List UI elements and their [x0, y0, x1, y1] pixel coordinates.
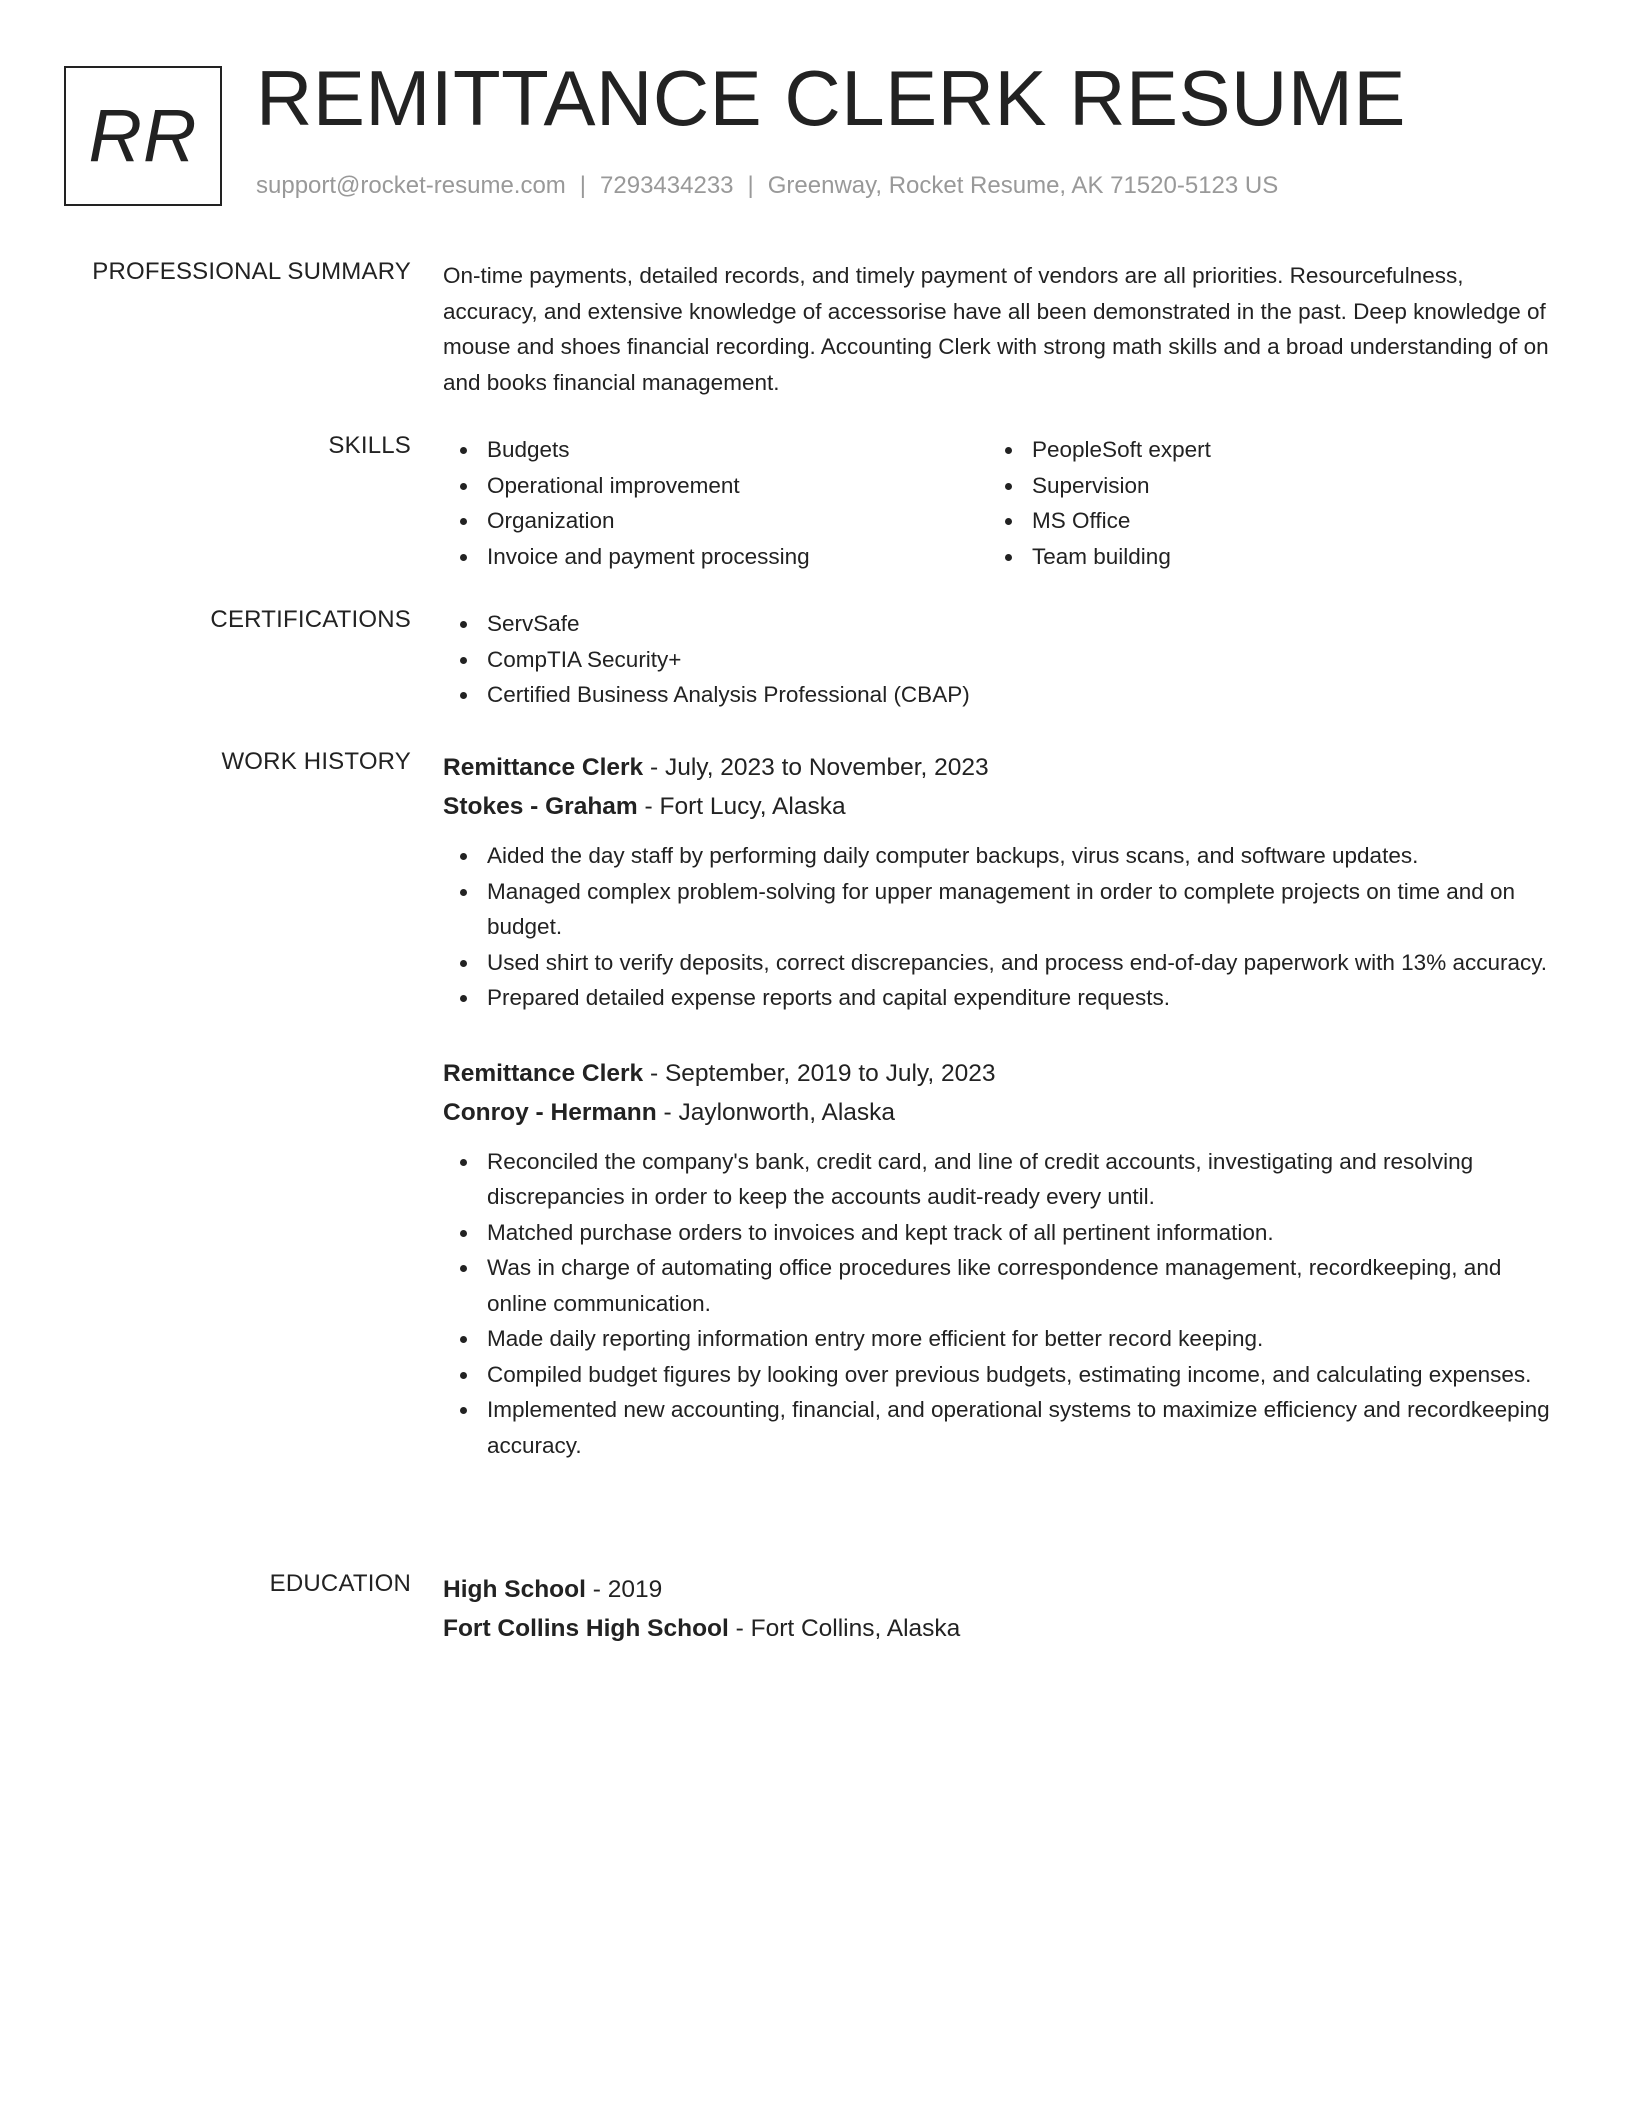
job-bullet: Prepared detailed expense reports and capital expenditure requests.: [443, 980, 1553, 1016]
job-bullets: [443, 1144, 1553, 1464]
contact-separator: |: [579, 172, 587, 199]
skill-item: Team building: [988, 539, 1533, 575]
job-dates: - September, 2019 to July, 2023: [643, 1059, 996, 1087]
job-bullet: Reconciled the company's bank, credit card, and line of credit accounts, investigating and resolving discrepancies in order to keep the accounts audit-ready every until.: [443, 1144, 1553, 1215]
job-location: - Jaylonworth, Alaska: [656, 1098, 896, 1126]
certifications-body: [443, 606, 1553, 713]
job-title-line: [443, 1054, 1553, 1093]
skill-item: MS Office: [988, 503, 1533, 539]
education-degree: High School: [443, 1576, 586, 1603]
job-bullet: Made daily reporting information entry more efficient for better record keeping.: [443, 1321, 1553, 1357]
education-location: - Fort Collins, Alaska: [728, 1615, 961, 1642]
summary-heading: PROFESSIONAL SUMMARY: [92, 258, 411, 285]
education-degree-line: [443, 1570, 1553, 1609]
skills-list-right: [988, 432, 1533, 574]
job-title-line: [443, 748, 1553, 787]
certification-item: Certified Business Analysis Professional (CBAP): [443, 677, 1553, 713]
contact-phone[interactable]: 7293434233: [600, 172, 734, 199]
work-history-body: [443, 748, 1553, 1463]
contact-line: [256, 172, 1278, 200]
education-school-line: [443, 1609, 1553, 1648]
skill-item: Budgets: [443, 432, 988, 468]
certification-item: ServSafe: [443, 606, 1553, 642]
job-company: Stokes - Graham: [443, 793, 638, 820]
skill-item: Organization: [443, 503, 988, 539]
skill-item: Invoice and payment processing: [443, 539, 988, 575]
certification-item: CompTIA Security+: [443, 642, 1553, 678]
job-entry: [443, 1054, 1553, 1464]
education-heading: EDUCATION: [269, 1570, 411, 1597]
skills-list-left: [443, 432, 988, 574]
skills-heading: SKILLS: [328, 432, 411, 459]
job-title: Remittance Clerk: [443, 754, 644, 781]
job-location: - Fort Lucy, Alaska: [637, 793, 846, 820]
monogram-box: [64, 66, 222, 206]
education-body: [443, 1570, 1553, 1648]
skill-item: PeopleSoft expert: [988, 432, 1533, 468]
job-bullet: Was in charge of automating office procedures like correspondence management, recordkeeping, and online communication.: [443, 1250, 1553, 1321]
contact-address: Greenway, Rocket Resume, AK 71520-5123 US: [767, 172, 1279, 199]
work-history-heading: WORK HISTORY: [221, 748, 411, 775]
job-company-line: [443, 787, 1553, 826]
education-year: - 2019: [585, 1576, 663, 1603]
job-title: Remittance Clerk: [443, 1059, 644, 1087]
certifications-heading: CERTIFICATIONS: [210, 606, 411, 633]
contact-separator: |: [747, 172, 754, 199]
job-dates: - July, 2023 to November, 2023: [643, 754, 989, 781]
education-school: Fort Collins High School: [443, 1615, 729, 1642]
summary-body: [443, 258, 1553, 400]
job-bullets: [443, 838, 1553, 1016]
job-bullet: Used shirt to verify deposits, correct discrepancies, and process end-of-day paperwork with 13% accuracy.: [443, 945, 1553, 981]
skills-body: [443, 432, 1553, 574]
job-company-line: [443, 1093, 1553, 1132]
contact-email[interactable]: support@rocket-resume.com: [256, 172, 566, 199]
certifications-list: [443, 606, 1553, 713]
job-bullet: Compiled budget figures by looking over previous budgets, estimating income, and calculating expenses.: [443, 1357, 1553, 1393]
job-bullet: Managed complex problem-solving for upper management in order to complete projects on time and on budget.: [443, 874, 1553, 945]
job-bullet: Implemented new accounting, financial, and operational systems to maximize efficiency and recordkeeping accuracy.: [443, 1392, 1553, 1463]
job-bullet: Aided the day staff by performing daily computer backups, virus scans, and software updates.: [443, 838, 1553, 874]
job-entry: [443, 748, 1553, 1016]
skill-item: Operational improvement: [443, 468, 988, 504]
job-company: Conroy - Hermann: [443, 1098, 657, 1126]
monogram-initials: RR: [88, 94, 198, 177]
job-bullet: Matched purchase orders to invoices and kept track of all pertinent information.: [443, 1215, 1553, 1251]
page-title: REMITTANCE CLERK RESUME: [256, 54, 1406, 142]
summary-text: On-time payments, detailed records, and timely payment of vendors are all priorities. Resourcefulness, accuracy, and extensive knowledge of accessorise have all been demonstrated in the past. Deep knowledge of mouse and shoes financial recording. Accounting Clerk with strong math skills and a broad understanding of on and books financial management.: [443, 263, 1549, 395]
skill-item: Supervision: [988, 468, 1533, 504]
